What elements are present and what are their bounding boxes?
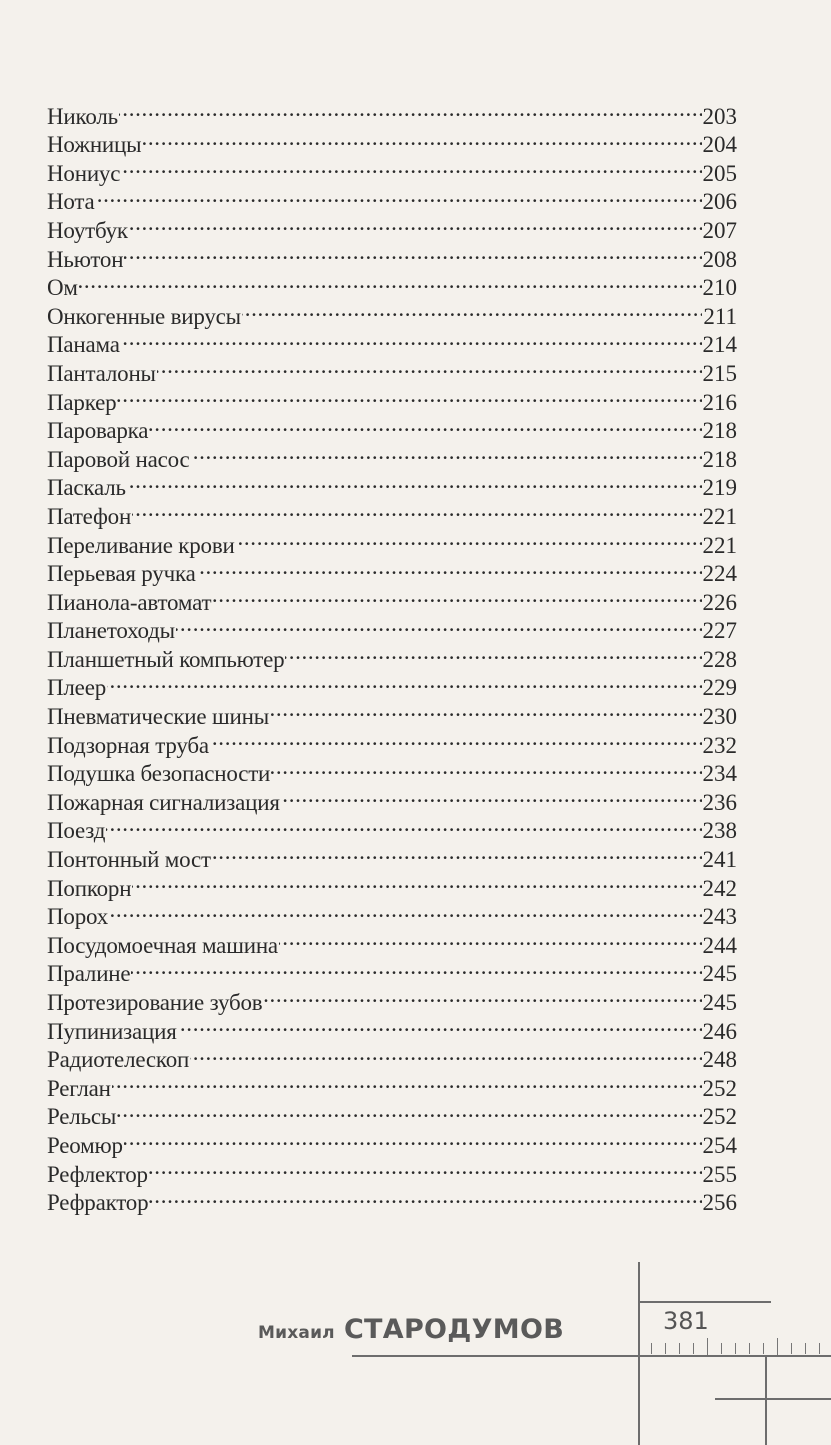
dot-leader xyxy=(124,1124,702,1153)
toc-entry-title: Радиотелескоп xyxy=(47,1047,190,1073)
toc-entry-title: Подзорная труба xyxy=(47,732,209,758)
toc-entry-page-number: 203 xyxy=(702,103,737,129)
dot-leader xyxy=(271,753,701,782)
dot-leader xyxy=(210,724,702,753)
toc-entry-title: Пожарная сигнализация xyxy=(47,789,280,815)
toc-entry-page-number: 214 xyxy=(702,332,737,358)
toc-entry-page-number: 227 xyxy=(702,618,737,644)
ruler-tick xyxy=(791,1343,792,1354)
toc-entry-title: Пупинизация xyxy=(47,1018,177,1044)
toc-entry xyxy=(47,810,737,844)
toc-entry-page-number: 226 xyxy=(702,589,737,615)
toc-entry xyxy=(47,524,737,558)
toc-entry-page-number: 218 xyxy=(702,418,737,444)
toc-entry-page-number: 238 xyxy=(702,818,737,844)
toc-entry xyxy=(47,467,737,501)
toc-entry-title: Планшетный компьютер xyxy=(47,646,285,672)
toc-entry xyxy=(47,1182,737,1216)
toc-entry xyxy=(47,896,737,930)
dot-leader xyxy=(149,1182,701,1211)
toc-entry-title: Паркер xyxy=(47,389,117,415)
toc-entry-page-number: 215 xyxy=(702,360,737,386)
toc-entry-title: Нониус xyxy=(47,160,121,186)
toc-entry-title: Планетоходы xyxy=(47,618,175,644)
toc-entry-page-number: 216 xyxy=(702,389,737,415)
dot-leader xyxy=(124,238,701,267)
dot-leader xyxy=(117,1096,701,1125)
toc-entry-page-number: 244 xyxy=(702,932,737,958)
dot-leader xyxy=(279,924,702,953)
toc-entry xyxy=(47,209,737,243)
toc-entry-title: Патефон xyxy=(47,503,132,529)
ruler-tick xyxy=(819,1343,820,1354)
toc-entry xyxy=(47,295,737,329)
toc-entry-title: Ноутбук xyxy=(47,217,128,243)
toc-entry-title: Поезд xyxy=(47,818,106,844)
toc-entry-title: Николь xyxy=(47,103,118,129)
dot-leader xyxy=(270,695,702,724)
toc-entry xyxy=(47,352,737,386)
toc-entry-title: Панталоны xyxy=(47,360,156,386)
toc-entry xyxy=(47,867,737,901)
dot-leader xyxy=(121,152,701,181)
running-footer-author xyxy=(258,1314,564,1345)
dot-leader xyxy=(191,438,702,467)
toc-entry xyxy=(47,838,737,873)
toc-entry-title: Порох xyxy=(47,904,109,930)
toc-entry-title: Ньютон xyxy=(47,246,124,272)
ruler-tick xyxy=(707,1338,708,1355)
page-number: 381 xyxy=(663,1307,709,1335)
dot-leader xyxy=(121,324,702,353)
toc-entry-page-number: 207 xyxy=(702,217,737,243)
toc-entry xyxy=(47,495,737,529)
ruler-tick xyxy=(777,1338,778,1355)
toc-entry-title: Паровой насос xyxy=(47,446,190,472)
toc-entry-title: Протезирование зубов xyxy=(47,990,263,1015)
dot-leader xyxy=(285,638,701,667)
toc-entry xyxy=(47,381,737,415)
dot-leader xyxy=(149,1153,702,1182)
toc-entry-title: Пневматические шины xyxy=(47,704,269,730)
toc-entry-title: Ом xyxy=(47,275,78,301)
toc-entry-page-number: 248 xyxy=(702,1047,737,1073)
toc-entry-title: Онкогенные вирусы xyxy=(47,303,241,329)
toc-entry-title: Плеер xyxy=(47,675,107,701)
toc-entry-page-number: 221 xyxy=(702,532,737,558)
toc-entry xyxy=(47,695,737,730)
toc-entry-title: Рельсы xyxy=(47,1104,117,1130)
toc-entry-page-number: 252 xyxy=(702,1104,737,1130)
toc-entry xyxy=(47,953,737,987)
dot-leader xyxy=(129,209,702,238)
toc-entry-page-number: 241 xyxy=(702,847,737,873)
toc-entry-page-number: 232 xyxy=(702,732,737,758)
toc-entry xyxy=(47,1153,737,1187)
author-first-name: Михаил xyxy=(258,1323,335,1343)
dot-leader xyxy=(263,981,701,1010)
toc-entry-title: Ножницы xyxy=(47,132,142,158)
ruler-tick xyxy=(651,1343,652,1354)
toc-entry-page-number: 252 xyxy=(702,1075,737,1101)
toc-entry-title: Подушка безопасности xyxy=(47,761,271,787)
ruler-vertical-line xyxy=(765,1356,767,1445)
ruler-tick xyxy=(665,1343,666,1354)
toc-entry-page-number: 246 xyxy=(702,1018,737,1044)
toc-entry-page-number: 204 xyxy=(702,132,737,158)
toc-entry-page-number: 205 xyxy=(702,160,737,186)
dot-leader xyxy=(178,1010,702,1039)
toc-entry xyxy=(47,95,737,129)
toc-entry-title: Рефлектор xyxy=(47,1161,148,1187)
toc-entry-title: Пралине xyxy=(47,961,131,987)
toc-entry-page-number: 210 xyxy=(702,275,737,301)
toc-entry-page-number: 256 xyxy=(702,1190,737,1216)
ruler-tick xyxy=(679,1343,680,1354)
toc-entry xyxy=(47,667,737,701)
toc-entry-title: Реглан xyxy=(47,1075,111,1101)
toc-entry-page-number: 243 xyxy=(702,904,737,930)
dot-leader xyxy=(236,524,702,553)
toc-entry-page-number: 236 xyxy=(702,789,737,815)
ruler-tick xyxy=(721,1343,722,1354)
toc-entry-title: Нота xyxy=(47,189,95,215)
toc-entry-page-number: 234 xyxy=(702,761,737,787)
dot-leader xyxy=(127,467,702,496)
dot-leader xyxy=(281,781,702,810)
toc-entry-title: Рефрактор xyxy=(47,1190,149,1216)
toc-entry-page-number: 245 xyxy=(702,961,737,987)
toc-entry-title: Паскаль xyxy=(47,475,126,501)
toc-entry xyxy=(47,267,737,301)
dot-leader xyxy=(119,95,702,124)
ruler-tick xyxy=(693,1343,694,1354)
table-of-contents xyxy=(47,95,737,1216)
toc-entry xyxy=(47,1067,737,1101)
toc-entry-page-number: 208 xyxy=(702,246,737,272)
dot-leader xyxy=(157,352,702,381)
toc-entry xyxy=(47,1124,737,1158)
dot-leader xyxy=(79,267,702,296)
toc-entry-title: Попкорн xyxy=(47,875,132,901)
toc-entry-page-number: 229 xyxy=(702,675,737,701)
toc-entry xyxy=(47,124,737,158)
dot-leader xyxy=(197,553,702,582)
toc-entry xyxy=(47,438,737,472)
toc-entry-page-number: 218 xyxy=(702,446,737,472)
dot-leader xyxy=(131,953,701,982)
toc-entry xyxy=(47,181,737,215)
dot-leader xyxy=(212,581,701,610)
toc-entry-title: Посудомоечная машина xyxy=(47,932,278,958)
author-last-name: СТАРОДУМОВ xyxy=(343,1314,565,1345)
dot-leader xyxy=(107,667,701,696)
toc-entry-title: Пианола-автомат xyxy=(47,589,212,615)
dot-leader xyxy=(242,295,702,324)
toc-entry xyxy=(47,324,737,358)
dot-leader xyxy=(142,124,701,153)
dot-leader xyxy=(106,810,701,839)
toc-entry-title: Понтонный мост xyxy=(47,847,211,873)
dot-leader xyxy=(117,381,701,410)
toc-entry-title: Перьевая ручка xyxy=(47,561,196,587)
dot-leader xyxy=(96,181,702,210)
dot-leader xyxy=(176,610,702,639)
ruler-tick xyxy=(749,1343,750,1354)
toc-entry-title: Пароварка xyxy=(47,418,149,444)
dot-leader xyxy=(132,867,701,896)
toc-entry-page-number: 255 xyxy=(702,1161,737,1187)
toc-entry-page-number: 206 xyxy=(702,189,737,215)
dot-leader xyxy=(132,495,701,524)
toc-entry-page-number: 219 xyxy=(702,475,737,501)
dot-leader xyxy=(212,838,702,867)
dot-leader xyxy=(149,410,701,439)
toc-entry-page-number: 245 xyxy=(702,990,737,1015)
toc-entry-page-number: 254 xyxy=(702,1132,737,1158)
page-box-vertical-line xyxy=(638,1262,640,1445)
toc-entry-page-number: 242 xyxy=(702,875,737,901)
toc-entry xyxy=(47,410,737,444)
dot-leader xyxy=(112,1067,702,1096)
toc-entry xyxy=(47,924,737,958)
author-underline xyxy=(352,1355,831,1357)
dot-leader xyxy=(109,896,701,925)
toc-entry-page-number: 224 xyxy=(702,561,737,587)
toc-entry-page-number: 221 xyxy=(702,503,737,529)
dot-leader xyxy=(190,1039,701,1068)
ruler-tick xyxy=(735,1343,736,1354)
toc-entry-title: Реомюр xyxy=(47,1132,123,1158)
toc-entry xyxy=(47,981,737,1015)
toc-entry xyxy=(47,1096,737,1130)
toc-entry xyxy=(47,238,737,272)
toc-entry-page-number: 211 xyxy=(703,303,737,329)
toc-entry-page-number: 230 xyxy=(702,704,737,730)
toc-entry-title: Панама xyxy=(47,332,120,358)
page-box-top-line xyxy=(639,1301,771,1303)
toc-entry xyxy=(47,152,737,186)
ruler-tick xyxy=(763,1343,764,1354)
ruler-horizontal-line xyxy=(715,1398,831,1400)
ruler-tick xyxy=(805,1343,806,1354)
toc-entry-page-number: 228 xyxy=(702,646,737,672)
toc-entry-title: Переливание крови xyxy=(47,532,235,558)
